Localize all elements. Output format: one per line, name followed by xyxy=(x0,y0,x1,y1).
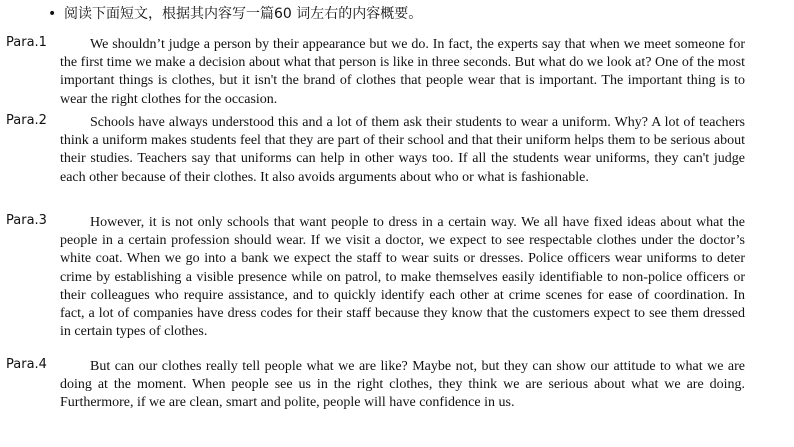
paragraph-text: However, it is not only schools that want people to dress in a certain way. We all have fixed ideas about what the people in a certain profession should wear. If we visit a doctor, we expect to see respectable clothes under the doctor’s white coat. When we go into a bank we expect the staff to wear suits or dresses. Police officers wear uniforms to deter crime by establishing a visible presence while on patrol, to make themselves easily identifiable to non-police officers or their colleagues who require assistance, and to quickly identify each other at crime scenes for ease of coordination. In fact, a lot of companies have dress codes for their staff because they know that the customers expect to see them dressed in certain types of clothes. xyxy=(60,215,745,340)
paragraph-label: Para.1 xyxy=(6,35,47,50)
paragraph-label: Para.3 xyxy=(6,213,47,228)
instruction-line xyxy=(48,4,768,24)
paragraph-label: Para.2 xyxy=(6,113,47,128)
paragraph-text: But can our clothes really tell people what we are like? Maybe not, but they can show our attitude to what we are doing at the moment. When people see us in the right clothes, they think we are serious about what we are doing. Furthermore, if we are clean, smart and polite, people will have confidence in us. xyxy=(60,359,745,411)
bullet-icon: • xyxy=(48,6,57,22)
paragraph-text: Schools have always understood this and a lot of them ask their students to wear a uniform. Why? A lot of teachers think a uniform makes students feel that they are part of their school and that their uniform helps them to be serious about their studies. Teachers say that uniforms can help in other ways too. If all the students wear uniforms, they can't judge each other because of their clothes. It also avoids arguments about who or what is fashionable. xyxy=(60,115,745,185)
paragraph-text: We shouldn’t judge a person by their appearance but we do. In fact, the experts say that when we meet someone for the first time we make a decision about what that person is like in three seconds. But what do we look at? One of the most important things is clothes, but it isn't the brand of clothes that people wear that is important. The important thing is to wear the right clothes for the occasion. xyxy=(60,37,745,107)
paragraph-label: Para.4 xyxy=(6,357,47,372)
instruction-text: 阅读下面短文，根据其内容写一篇60 词左右的内容概要。 xyxy=(64,6,423,22)
